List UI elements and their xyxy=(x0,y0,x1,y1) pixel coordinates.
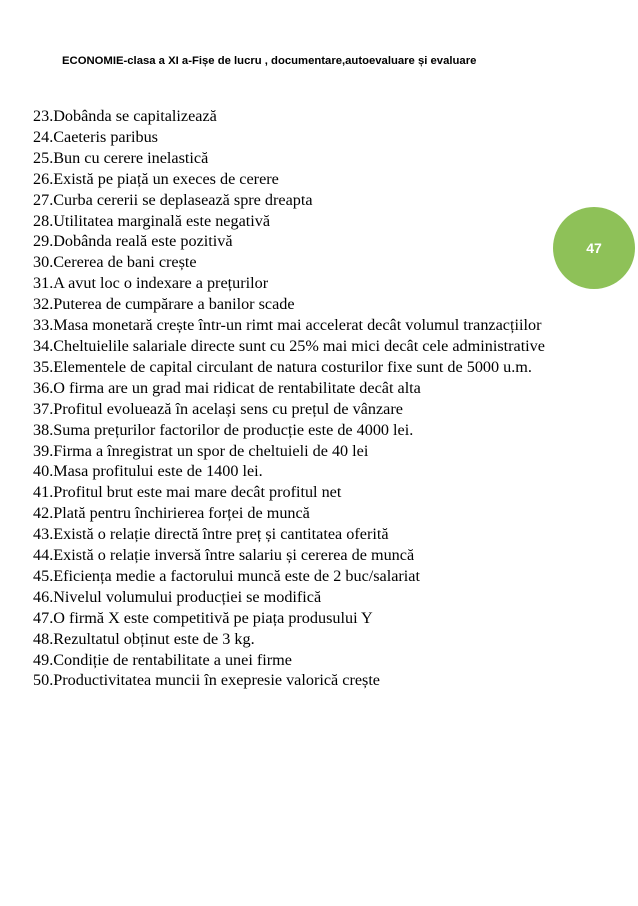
list-item: 28.Utilitatea marginală este negativă xyxy=(33,211,271,230)
list-item: 44.Există o relație inversă între salariu și cererea de muncă xyxy=(33,546,415,565)
list-item: 36.O firma are un grad mai ridicat de rentabilitate decât alta xyxy=(33,378,421,397)
list-item: 49.Condiție de rentabilitate a unei firme xyxy=(33,650,292,669)
list-item: 50.Productivitatea muncii în exepresie valorică crește xyxy=(33,671,380,690)
list-item: 31.A avut loc o indexare a prețurilor xyxy=(33,274,269,293)
list-item: 43.Există o relație directă între preț și cantitatea oferită xyxy=(33,525,389,544)
list-item: 27.Curba cererii se deplasează spre dreapta xyxy=(33,190,313,209)
list-item: 30.Cererea de bani crește xyxy=(33,253,197,272)
page-number-badge: 47 xyxy=(553,207,635,289)
list-item: 26.Există pe piață un execes de cerere xyxy=(33,169,279,188)
list-item: 46.Nivelul volumului producției se modifică xyxy=(33,587,322,606)
list-item: 38.Suma prețurilor factorilor de producție este de 4000 lei. xyxy=(33,420,414,439)
list-item: 37.Profitul evoluează în același sens cu prețul de vânzare xyxy=(33,399,403,418)
answer-list xyxy=(33,106,570,691)
list-item: 24.Caeteris paribus xyxy=(33,127,158,146)
list-item: 33.Masa monetară crește într-un rimt mai accelerat decât volumul tranzacțiilor xyxy=(33,316,542,335)
list-item: 48.Rezultatul obținut este de 3 kg. xyxy=(33,629,255,648)
list-item: 39.Firma a înregistrat un spor de cheltuieli de 40 lei xyxy=(33,441,369,460)
list-item: 41.Profitul brut este mai mare decât profitul net xyxy=(33,483,342,502)
list-item: 34.Cheltuielile salariale directe sunt cu 25% mai mici decât cele administrative xyxy=(33,336,545,355)
list-item: 23.Dobânda se capitalizează xyxy=(33,107,217,125)
list-item: 35.Elementele de capital circulant de natura costurilor fixe sunt de 5000 u.m. xyxy=(33,357,532,376)
list-item: 47.O firmă X este competitivă pe piața produsului Y xyxy=(33,608,373,627)
list-item: 40.Masa profitului este de 1400 lei. xyxy=(33,462,263,481)
page-header: ECONOMIE-clasa a XI a-Fișe de lucru , documentare,autoevaluare și evaluare xyxy=(62,55,477,67)
list-item: 32.Puterea de cumpărare a banilor scade xyxy=(33,295,295,314)
list-item: 29.Dobânda reală este pozitivă xyxy=(33,232,233,251)
list-item: 45.Eficiența medie a factorului muncă este de 2 buc/salariat xyxy=(33,566,420,585)
list-item: 42.Plată pentru închirierea forței de muncă xyxy=(33,504,310,523)
list-item: 25.Bun cu cerere inelastică xyxy=(33,148,209,167)
